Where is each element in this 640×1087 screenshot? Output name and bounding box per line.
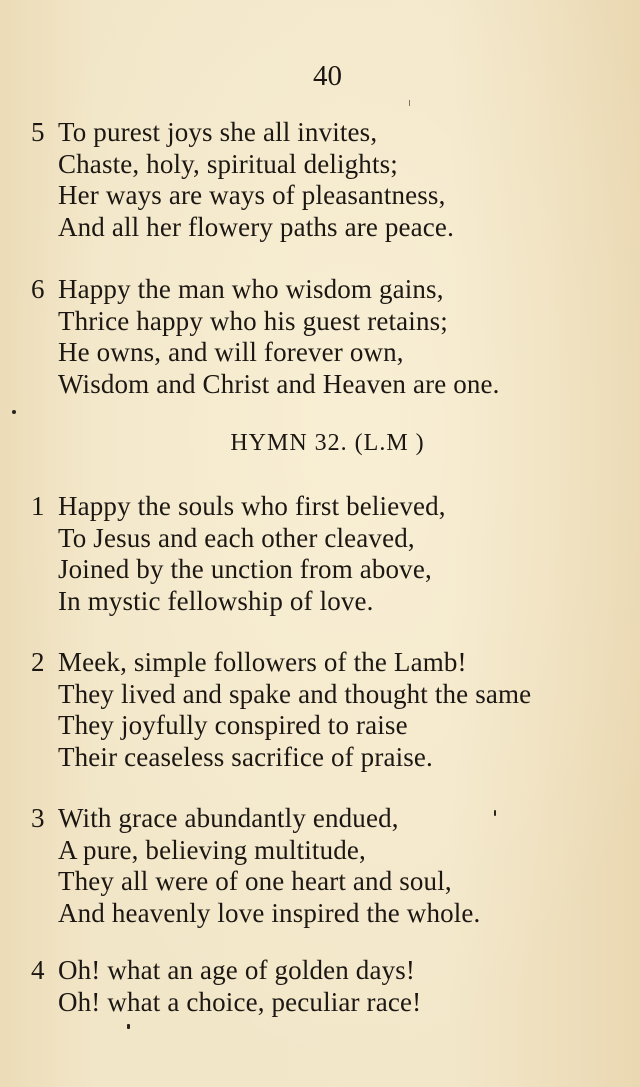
- verse-line: With grace abundantly endued,: [58, 803, 399, 833]
- verse-number: 1: [31, 491, 45, 521]
- verse-number: 5: [31, 117, 45, 147]
- verse-line: In mystic fellowship of love.: [58, 585, 374, 616]
- verse-line: Their ceaseless sacrifice of praise.: [58, 741, 433, 772]
- verse-number: 4: [31, 955, 45, 985]
- page-number: 40: [313, 60, 342, 92]
- verse-line: Joined by the unction from above,: [58, 554, 432, 584]
- verse-line: They lived and spake and thought the same: [58, 678, 532, 709]
- verse-line: They joyfully conspired to raise: [58, 710, 408, 740]
- verse-line: Her ways are ways of pleasantness,: [58, 180, 446, 210]
- print-speck: [127, 1024, 130, 1029]
- verse-line: He owns, and will forever own,: [58, 337, 404, 367]
- verse-number: 2: [31, 647, 45, 677]
- verse-line: To Jesus and each other cleaved,: [58, 522, 415, 553]
- print-speck: [12, 410, 16, 414]
- verse-line: Chaste, holy, spiritual delights;: [58, 148, 398, 179]
- print-speck: [494, 810, 496, 816]
- verse-line: To purest joys she all invites,: [58, 117, 378, 147]
- verse-line: Meek, simple followers of the Lamb!: [58, 647, 467, 677]
- verse-line: Happy the man who wisdom gains,: [58, 274, 444, 304]
- hymn-title: HYMN 32. (L.M ): [230, 430, 425, 456]
- verse-number: 6: [31, 274, 45, 304]
- verse-line: A pure, believing multitude,: [58, 834, 366, 865]
- verse-line: And all her flowery paths are peace.: [58, 211, 454, 242]
- verse-line: Happy the souls who first believed,: [58, 491, 446, 521]
- verse-line: Oh! what an age of golden days!: [58, 955, 416, 985]
- verse-line: And heavenly love inspired the whole.: [58, 897, 481, 928]
- verse-line: Thrice happy who his guest retains;: [58, 305, 448, 336]
- verse-line: Wisdom and Christ and Heaven are one.: [58, 368, 500, 399]
- print-speck: [409, 100, 410, 106]
- verse-line: They all were of one heart and soul,: [58, 866, 452, 896]
- verse-number: 3: [31, 803, 45, 833]
- verse-line: Oh! what a choice, peculiar race!: [58, 986, 422, 1017]
